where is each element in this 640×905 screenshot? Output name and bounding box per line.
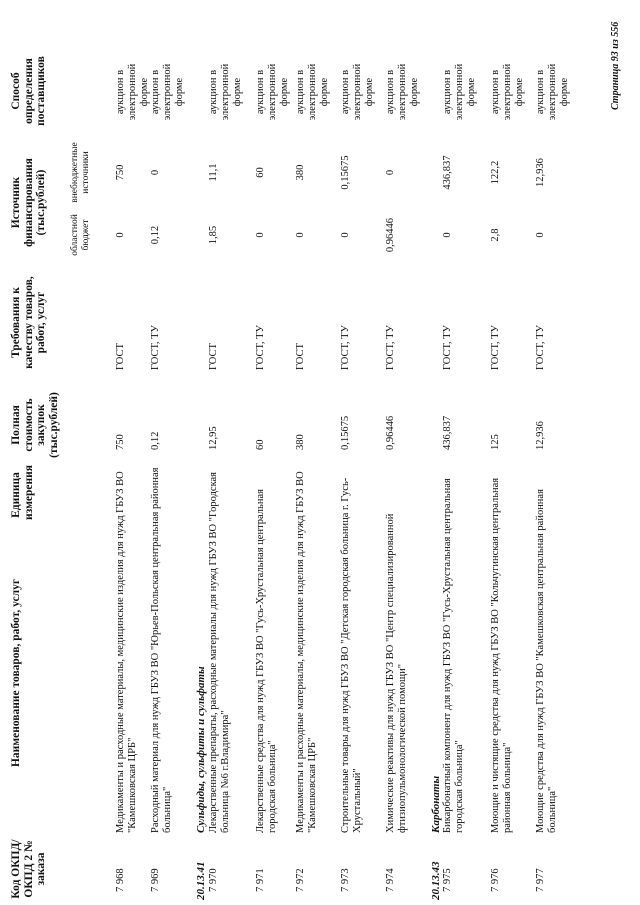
row-code: 7 970 <box>208 868 219 892</box>
row-method: аукцион в электронной форме <box>340 63 375 121</box>
row-name: Медикаменты и расходные материалы, медицинские изделия для нужд ГБУЗ ВО "Камешковская ЦРБ" <box>115 471 138 833</box>
row-regional-budget: 0,96446 <box>385 217 396 253</box>
row-code: 7 975 <box>442 868 453 892</box>
header-financing: Источник финансирования (тыс.рублей) <box>10 158 47 247</box>
row-extrabudget: 12,936 <box>535 158 546 187</box>
row-name: Лекарственные средства для нужд ГБУЗ ВО "Гусь-Хрустальная центральная городская больница" <box>255 489 278 833</box>
row-regional-budget: 0 <box>535 232 546 238</box>
row-name: Бикарбонатный компонент для нужд ГБУЗ ВО "Гусь-Хрустальная центральная городская больница" <box>442 478 465 833</box>
row-cost: 750 <box>115 434 126 450</box>
row-name: Химические реактивы для нужд ГБУЗ ВО "Центр специализированной фтизиопульмонологической помощи" <box>385 513 408 833</box>
row-requirements: ГОСТ, ТУ <box>490 325 501 370</box>
row-cost: 60 <box>255 439 266 450</box>
row-name: Расходный материал для нужд ГБУЗ ВО "Юрьев-Польская центральная районная больница" <box>150 467 173 833</box>
row-method: аукцион в электронной форме <box>208 63 243 121</box>
row-requirements: ГОСТ, ТУ <box>442 325 453 370</box>
row-requirements: ГОСТ, ТУ <box>150 325 161 370</box>
row-extrabudget: 380 <box>295 164 306 181</box>
header-name: Наименование товаров, работ, услуг <box>10 578 22 768</box>
row-cost: 12,95 <box>208 426 219 450</box>
row-cost: 436,837 <box>442 415 453 450</box>
row-method: аукцион в электронной форме <box>115 63 150 121</box>
row-regional-budget: 0 <box>255 232 266 238</box>
row-requirements: ГОСТ <box>295 343 306 370</box>
row-extrabudget: 750 <box>115 164 126 181</box>
row-name: Моющие и чистящие средства для нужд ГБУЗ ВО "Кольчугинская центральная районная больница" <box>490 477 513 833</box>
row-code: 7 971 <box>255 868 266 892</box>
row-name: Моющие средства для нужд ГБУЗ ВО "Камешковская центральная районная больница" <box>535 489 558 833</box>
row-extrabudget: 0 <box>150 169 161 176</box>
row-requirements: ГОСТ <box>208 343 219 370</box>
row-cost: 0,96446 <box>385 415 396 450</box>
page-footer: Страница 93 из 556 <box>610 21 621 110</box>
row-method: аукцион в электронной форме <box>150 63 185 121</box>
row-code: 7 969 <box>150 868 161 892</box>
row-requirements: ГОСТ, ТУ <box>535 325 546 370</box>
row-requirements: ГОСТ, ТУ <box>255 325 266 370</box>
row-code: 7 972 <box>295 868 306 892</box>
row-regional-budget: 1,85 <box>208 225 219 245</box>
row-name: Строительные товары для нужд ГБУЗ ВО "Детская городская больница г. Гусь-Хрустальный" <box>340 477 363 833</box>
row-name: Лекарственные препараты, расходные материалы для нужд ГБУЗ ВО "Городская больница №6 г.Владимира" <box>208 472 231 833</box>
header-regional-budget: областной бюджет <box>70 214 91 256</box>
row-code: 7 973 <box>340 868 351 892</box>
row-extrabudget: 0,15675 <box>340 155 351 190</box>
row-requirements: ГОСТ <box>115 343 126 370</box>
row-regional-budget: 0 <box>340 232 351 238</box>
row-extrabudget: 436,837 <box>442 155 453 190</box>
row-regional-budget: 2,8 <box>490 228 501 242</box>
group-name: Сульфиды, сульфиты и сульфаты <box>195 666 207 833</box>
row-requirements: ГОСТ, ТУ <box>340 325 351 370</box>
row-code: 7 976 <box>490 868 501 892</box>
header-unit: Единица измерения <box>10 465 35 520</box>
row-method: аукцион в электронной форме <box>385 63 420 121</box>
header-extrabudget: внебюджетные источники <box>70 142 91 203</box>
header-method: Способ определения поставщиков <box>10 56 47 126</box>
row-method: аукцион в электронной форме <box>535 63 570 121</box>
group-name: Карбонаты <box>430 775 442 833</box>
header-code: Код ОКПД/ ОКПД 2 № заказа <box>10 839 47 899</box>
row-regional-budget: 0,12 <box>150 225 161 245</box>
row-regional-budget: 0 <box>115 232 126 238</box>
row-cost: 125 <box>490 434 501 450</box>
row-extrabudget: 0 <box>385 169 396 176</box>
row-method: аукцион в электронной форме <box>490 63 525 121</box>
row-code: 7 977 <box>535 868 546 892</box>
row-method: аукцион в электронной форме <box>255 63 290 121</box>
row-cost: 380 <box>295 434 306 450</box>
row-regional-budget: 0 <box>295 232 306 238</box>
row-code: 7 974 <box>385 868 396 892</box>
group-code: 20.13.41 <box>195 861 207 900</box>
row-code: 7 968 <box>115 868 126 892</box>
group-code: 20.13.43 <box>430 861 442 900</box>
header-cost: Полная стоимость закупок (тыс.рублей) <box>10 392 60 458</box>
row-requirements: ГОСТ, ТУ <box>385 325 396 370</box>
row-cost: 0,15675 <box>340 415 351 450</box>
row-regional-budget: 0 <box>442 232 453 238</box>
row-cost: 12,936 <box>535 421 546 450</box>
row-method: аукцион в электронной форме <box>295 63 330 121</box>
row-method: аукцион в электронной форме <box>442 63 477 121</box>
header-requirements: Требования к качеству товаров, работ, услуг <box>10 276 47 369</box>
row-extrabudget: 122,2 <box>490 160 501 185</box>
row-extrabudget: 60 <box>255 167 266 178</box>
row-name: Медикаменты и расходные материалы, медицинские изделия для нужд ГБУЗ ВО "Камешковская ЦРБ" <box>295 471 318 833</box>
row-cost: 0,12 <box>150 431 161 450</box>
row-extrabudget: 11,1 <box>208 163 219 182</box>
